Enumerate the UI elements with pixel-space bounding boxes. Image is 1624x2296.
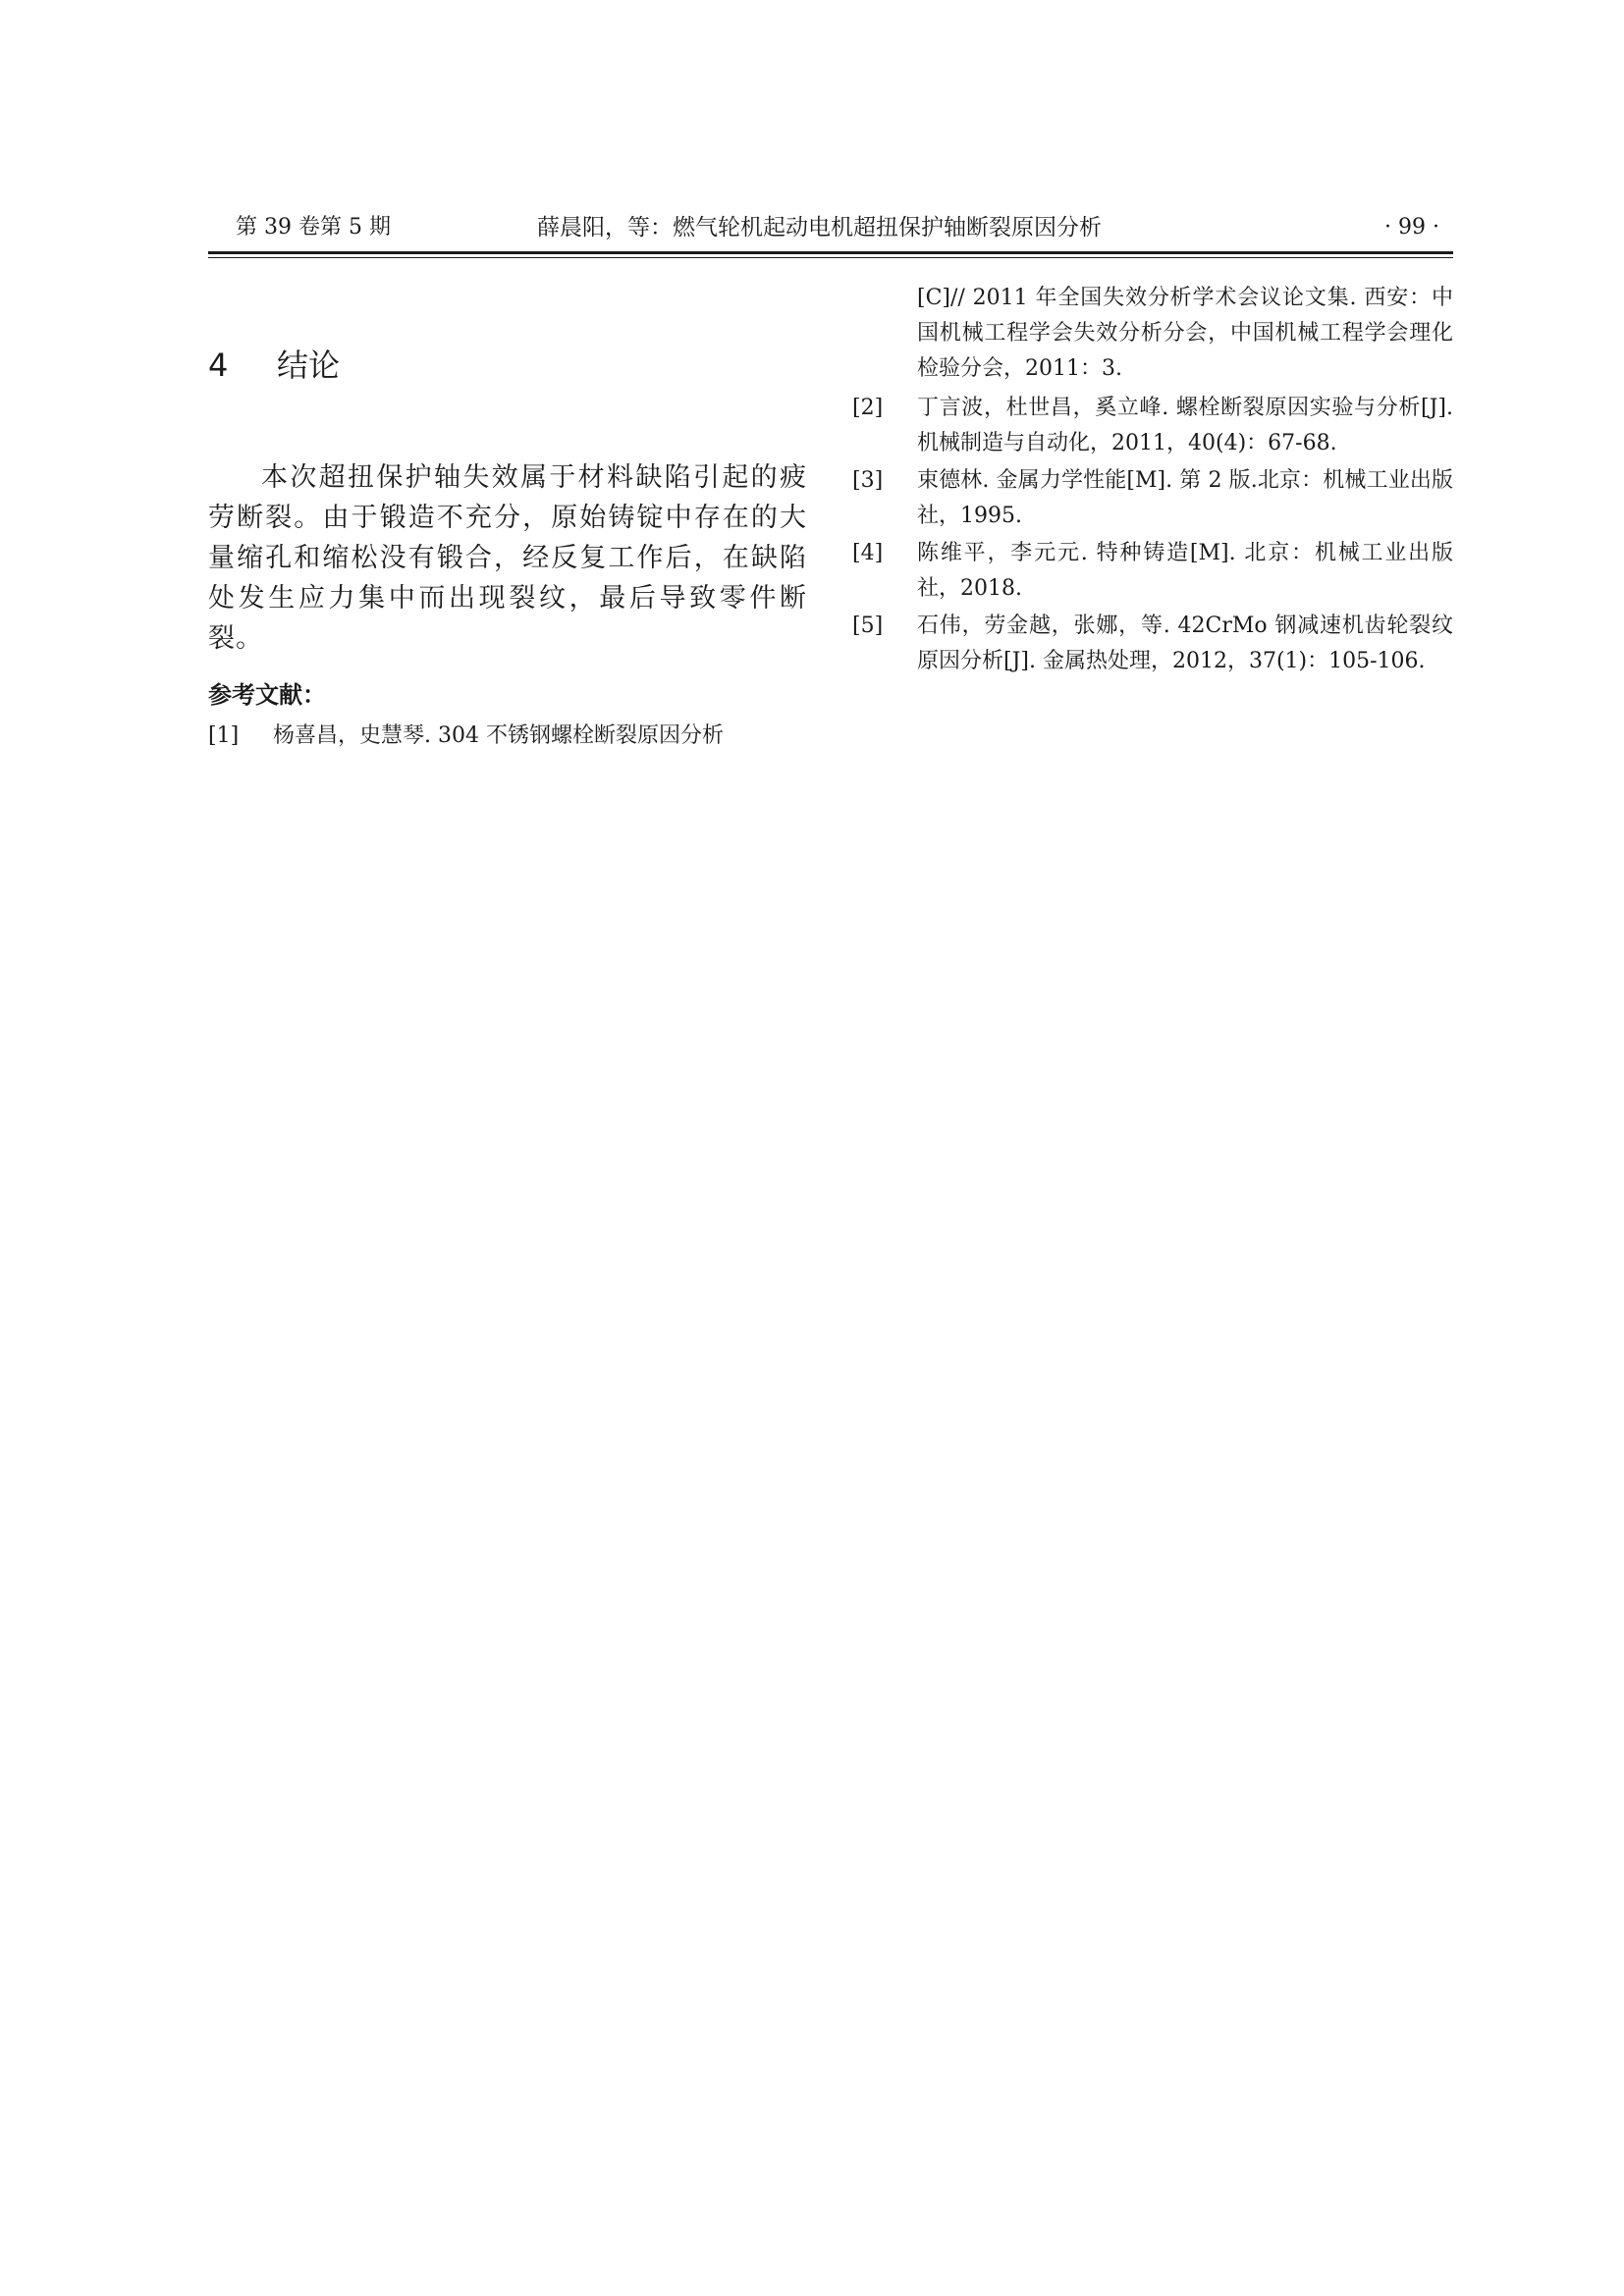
header-rule-thin <box>208 257 1453 258</box>
reference-text: 杨喜昌，史慧琴. 304 不锈钢螺栓断裂原因分析 <box>273 723 724 748</box>
reference-continuation: [C]// 2011 年全国失效分析学术会议论文集. 西安：中国机械工程学会失效分析分会，中国机械工程学会理化检验分会，2011：3. <box>917 286 1453 381</box>
section-number: 4 <box>208 347 229 384</box>
reference-text: 束德林. 金属力学性能[M]. 第 2 版.北京：机械工业出版社，1995. <box>917 468 1453 528</box>
page-number: · 99 · <box>1384 215 1439 240</box>
reference-index: [1] <box>208 723 240 748</box>
reference-index: [2] <box>852 396 884 420</box>
reference-text: 陈维平，李元元. 特种铸造[M]. 北京：机械工业出版社，2018. <box>917 541 1453 601</box>
reference-index: [3] <box>852 468 884 493</box>
reference-text: 丁言波，杜世昌，奚立峰. 螺栓断裂原因实验与分析[J]. 机械制造与自动化，2011，40(4)：67-68. <box>917 396 1453 455</box>
reference-text: 石伟，劳金越，张娜，等. 42CrMo 钢减速机齿轮裂纹原因分析[J]. 金属热处理，2012，37(1)：105-106. <box>917 614 1453 673</box>
section-title: 结论 <box>277 347 341 384</box>
journal-issue: 第 39 卷第 5 期 <box>236 215 391 240</box>
reference-index: [4] <box>852 541 884 565</box>
conclusion-paragraph: 本次超扭保护轴失效属于材料缺陷引起的疲劳断裂。由于锻造不充分，原始铸锭中存在的大量缩孔和缩松没有锻合，经反复工作后，在缺陷处发生应力集中而出现裂纹，最后导致零件断裂。 <box>208 462 807 654</box>
header-rule-thick <box>208 251 1453 254</box>
references-heading: 参考文献： <box>208 681 326 709</box>
reference-index: [5] <box>852 614 884 638</box>
section-heading <box>208 344 340 387</box>
running-header <box>208 210 1453 245</box>
running-title: 薛晨阳，等：燃气轮机起动电机超扭保护轴断裂原因分析 <box>537 215 1102 240</box>
